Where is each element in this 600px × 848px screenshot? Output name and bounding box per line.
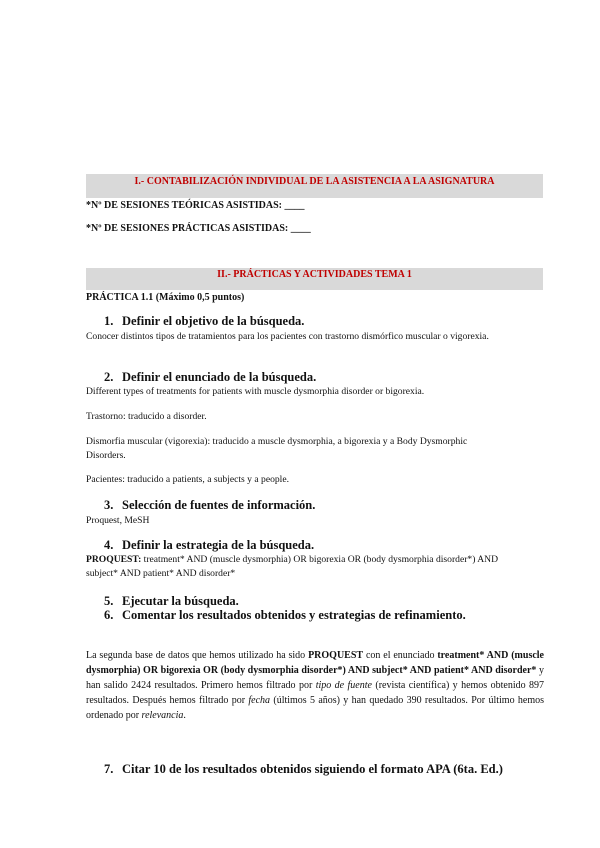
theory-sessions-line: *Nº DE SESIONES TEÓRICAS ASISTIDAS: ____ — [86, 200, 305, 211]
comment-text: (últimos 5 años) y han quedado 390 resultados. Por último hemos ordenado por — [86, 695, 544, 721]
comment-text: . — [183, 710, 186, 721]
comment-text: La segunda base de datos que hemos utilizado ha sido — [86, 650, 309, 661]
comment-italic: relevancia — [141, 710, 184, 721]
step-5-heading — [104, 594, 239, 609]
section-2-title: II.- PRÁCTICAS Y ACTIVIDADES TEMA 1 — [217, 269, 412, 280]
objective-text: Conocer distintos tipos de tratamientos para los pacientes con trastorno dismórfico muscular o vigorexia. — [86, 331, 489, 342]
step-number: 2. — [104, 370, 114, 384]
section-2-header — [86, 268, 543, 290]
step-number: 7. — [104, 762, 114, 776]
practice-sessions-line: *Nº DE SESIONES PRÁCTICAS ASISTIDAS: ____ — [86, 223, 311, 234]
step-number: 5. — [104, 594, 114, 608]
section-1-title: I.- CONTABILIZACIÓN INDIVIDUAL DE LA ASISTENCIA A LA ASIGNATURA — [134, 176, 495, 187]
statement-text: Different types of treatments for patients with muscle dysmorphia disorder or bigorexia. — [86, 386, 425, 397]
step-6-heading — [104, 608, 466, 623]
comment-text: (revista científica) y hemos obtenido 897 resultados. Después hemos filtrado por — [86, 680, 544, 706]
section-1-header — [86, 174, 543, 198]
comment-bold-query: treatment* AND (muscle dysmorphia) OR bigorexia OR (body dysmorphia disorder*) AND subject* AND patient* AND disorder* — [86, 650, 544, 676]
step-number: 3. — [104, 498, 114, 512]
trastorno-text: Trastorno: traducido a disorder. — [86, 411, 207, 422]
results-comment-paragraph — [86, 648, 544, 723]
strategy-text — [86, 553, 506, 581]
step-number: 1. — [104, 314, 114, 328]
step-title: Definir la estrategia de la búsqueda. — [122, 538, 315, 552]
step-number: 4. — [104, 538, 114, 552]
step-number: 6. — [104, 608, 114, 622]
step-title: Ejecutar la búsqueda. — [122, 594, 239, 608]
step-3-heading — [104, 498, 315, 513]
sources-text: Proquest, MeSH — [86, 515, 150, 526]
step-title: Selección de fuentes de información. — [122, 498, 316, 512]
comment-bold-database: PROQUEST — [308, 650, 364, 661]
step-title: Definir el enunciado de la búsqueda. — [122, 370, 317, 384]
strategy-label: PROQUEST: — [86, 554, 142, 565]
comment-italic: fecha — [248, 695, 271, 706]
practice-title: PRÁCTICA 1.1 (Máximo 0,5 puntos) — [86, 292, 245, 303]
strategy-query: treatment* AND (muscle dysmorphia) OR bigorexia OR (body dysmorphia disorder*) AND subject* AND patient* AND disorder* — [86, 554, 499, 579]
step-title: Definir el objetivo de la búsqueda. — [122, 314, 305, 328]
step-4-heading — [104, 538, 314, 553]
step-7-heading — [104, 762, 503, 777]
comment-text: con el enunciado — [363, 650, 438, 661]
step-1-heading — [104, 314, 304, 329]
step-title: Citar 10 de los resultados obtenidos siguiendo el formato APA (6ta. Ed.) — [122, 762, 503, 776]
comment-text: y han salido 2424 resultados. Primero hemos filtrado por — [86, 665, 544, 691]
pacientes-text: Pacientes: traducido a patients, a subjects y a people. — [86, 474, 290, 485]
step-2-heading — [104, 370, 316, 385]
dismorfia-text: Dismorfia muscular (vigorexia): traducido a muscle dysmorphia, a bigorexia y a Body Dysmorphic Disorders. — [86, 436, 468, 461]
step-title: Comentar los resultados obtenidos y estrategias de refinamiento. — [122, 608, 466, 622]
comment-italic: tipo de fuente — [315, 680, 372, 691]
